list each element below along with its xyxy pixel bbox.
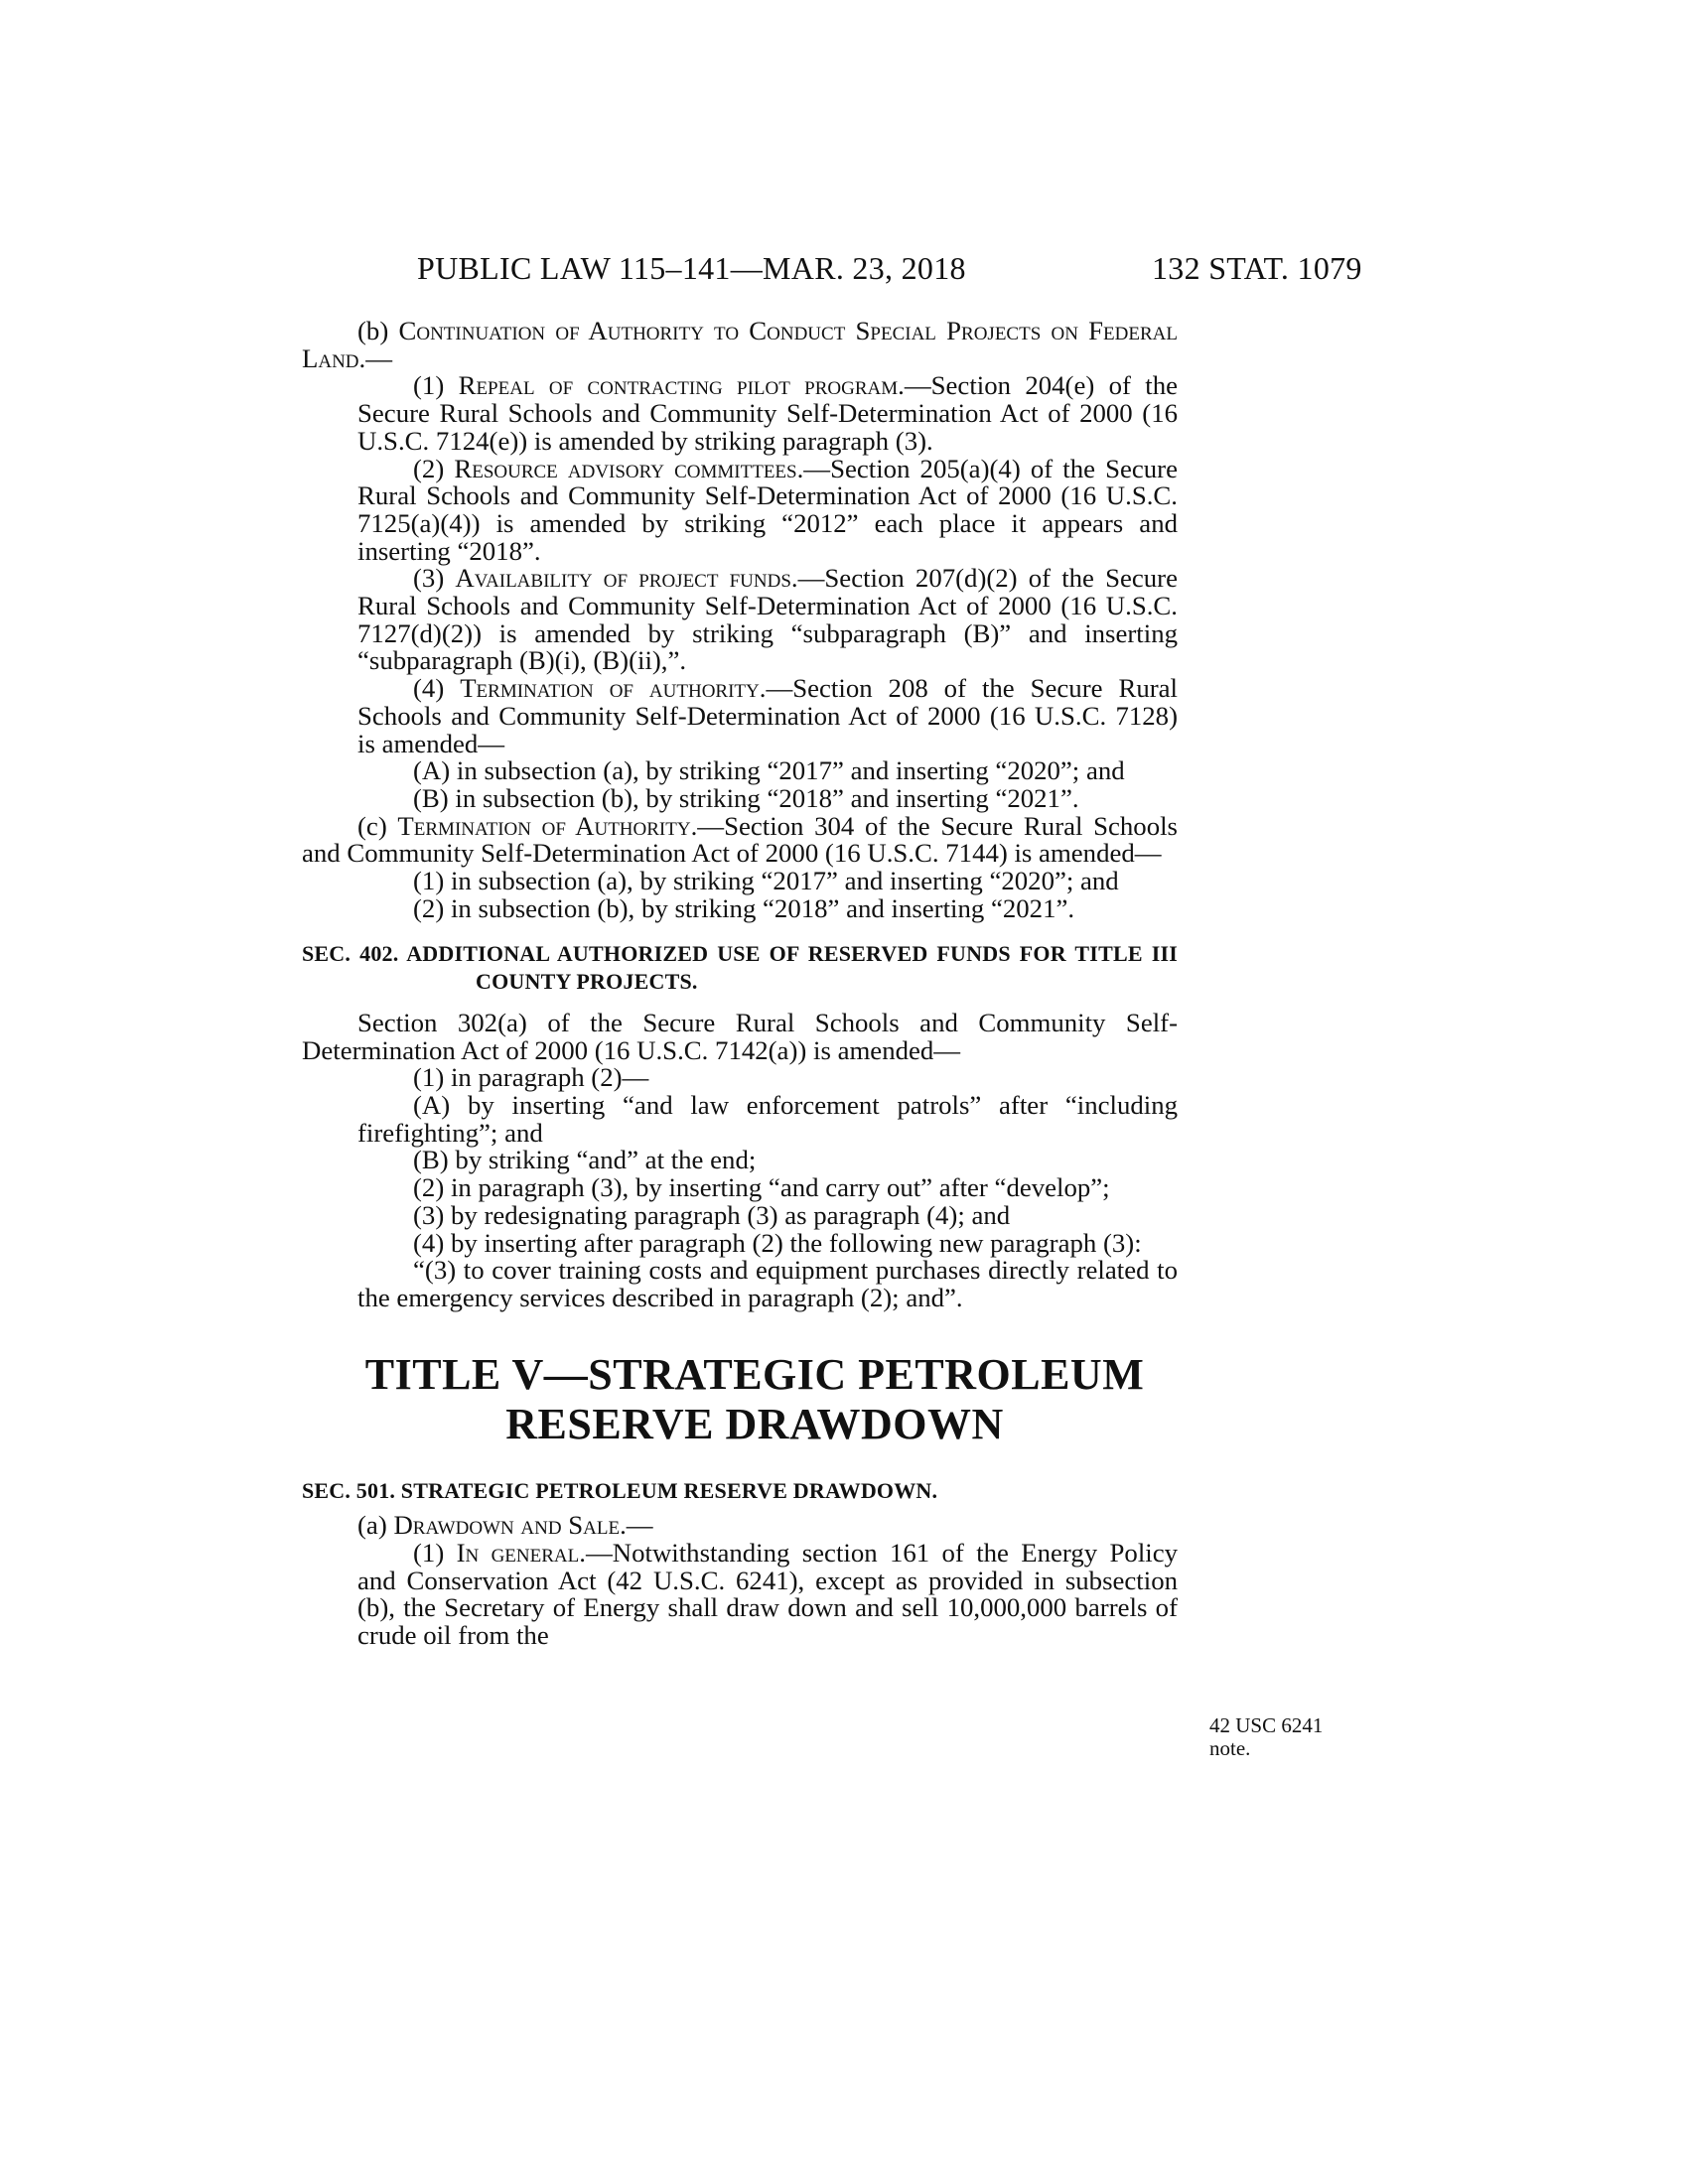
paragraph-b1: (1) Repeal of contracting pilot program.—Section 204(e) of the Secure Rural Schools and Community Self-Determination Act of 2000 (16 U.S.C. 7124(e)) is amended by striking paragraph (3).	[357, 370, 1178, 456]
section-402-item-1B: (B) by striking “and” at the end;	[413, 1145, 757, 1175]
section-402-intro: Section 302(a) of the Secure Rural Schools and Community Self-Determination Act of 2000 (16 U.S.C. 7142(a)) is amended—	[302, 1007, 1178, 1065]
subsection-a: (a) Drawdown and Sale.—	[357, 1510, 653, 1541]
margin-note	[1209, 1714, 1348, 1760]
title-v-line-2: RESERVE DRAWDOWN	[505, 1399, 1004, 1448]
subparagraph-b4A: (A) in subsection (a), by striking “2017” and inserting “2020”; and	[413, 755, 1125, 786]
margin-note-citation: 42 USC 6241	[1209, 1713, 1324, 1737]
title-v-heading	[302, 1350, 1178, 1449]
paragraph-c2: (2) in subsection (b), by striking “2018” and inserting “2021”.	[413, 892, 1075, 923]
margin-note-label: note.	[1209, 1736, 1251, 1760]
section-402-item-1: (1) in paragraph (2)—	[413, 1062, 649, 1093]
paragraph-b2: (2) Resource advisory committees.—Section 205(a)(4) of the Secure Rural Schools and Community Self-Determination Act of 2000 (16 U.S.C. 7125(a)(4)) is amended by striking “2012” each place it appears and inserting “2018”.	[357, 453, 1178, 566]
page-citation: 132 STAT. 1079	[1152, 250, 1362, 286]
paragraph-c1: (1) in subsection (a), by striking “2017” and inserting “2020”; and	[413, 866, 1119, 896]
paragraph-b3: (3) Availability of project funds.—Section 207(d)(2) of the Secure Rural Schools and Community Self-Determination Act of 2000 (16 U.S.C. 7127(d)(2)) is amended by striking “subparagraph (B)” and inserting “subparagraph (B)(i), (B)(ii),”.	[357, 563, 1178, 676]
paragraph-b3-heading: Availability of project funds	[455, 563, 791, 594]
section-402-item-1A: (A) by inserting “and law enforcement patrols” after “including firefighting”; and	[357, 1089, 1178, 1148]
subparagraph-b4B: (B) in subsection (b), by striking “2018” and inserting “2021”.	[413, 782, 1079, 813]
title-v-line-1: TITLE V—STRATEGIC PETROLEUM	[364, 1349, 1145, 1399]
paragraph-a1: (1) In general.—Notwithstanding section 161 of the Energy Policy and Conservation Act (42 U.S.C. 6241), except as provided in subsection (b), the Secretary of Energy shall draw down and sell 10,000,000 barrels of crude oil from the	[357, 1538, 1178, 1651]
subsection-c: (c) Termination of Authority.—Section 304 of the Secure Rural Schools and Community Self-Determination Act of 2000 (16 U.S.C. 7144) is amended—	[302, 810, 1178, 869]
paragraph-a1-heading: In general	[456, 1538, 580, 1569]
paragraph-b4: (4) Termination of authority.—Section 208 of the Secure Rural Schools and Community Self-Determination Act of 2000 (16 U.S.C. 7128) is amended—	[357, 673, 1178, 758]
paragraph-b2-heading: Resource advisory committees	[454, 453, 797, 483]
subsection-c-heading: Termination of Authority	[397, 810, 691, 841]
body-text	[302, 318, 1178, 1650]
section-402-item-3: (3) by redesignating paragraph (3) as paragraph (4); and	[413, 1199, 1011, 1230]
subsection-b: (b) Continuation of Authority to Conduct Special Projects on Federal Land.—	[302, 316, 1178, 373]
section-402-heading: SEC. 402. ADDITIONAL AUTHORIZED USE OF RESERVED FUNDS FOR TITLE III COUNTY PROJECTS.	[302, 941, 1178, 995]
paragraph-b4-heading: Termination of authority	[460, 673, 760, 704]
section-402-inserted-text: “(3) to cover training costs and equipment purchases directly related to the emergency services described in paragraph (2); and”.	[357, 1255, 1178, 1312]
section-501-heading: SEC. 501. STRATEGIC PETROLEUM RESERVE DRAWDOWN.	[302, 1477, 938, 1503]
paragraph-b1-heading: Repeal of contracting pilot program	[458, 370, 899, 401]
section-402-item-4: (4) by inserting after paragraph (2) the following new paragraph (3):	[413, 1227, 1142, 1258]
subsection-b-heading: Continuation of Authority to Conduct Special Projects on Federal Land	[302, 316, 1178, 373]
subsection-a-heading: Drawdown and Sale	[393, 1510, 621, 1541]
section-402-item-2: (2) in paragraph (3), by inserting “and carry out” after “develop”;	[413, 1172, 1110, 1203]
running-header-left: PUBLIC LAW 115–141—MAR. 23, 2018	[417, 250, 966, 286]
